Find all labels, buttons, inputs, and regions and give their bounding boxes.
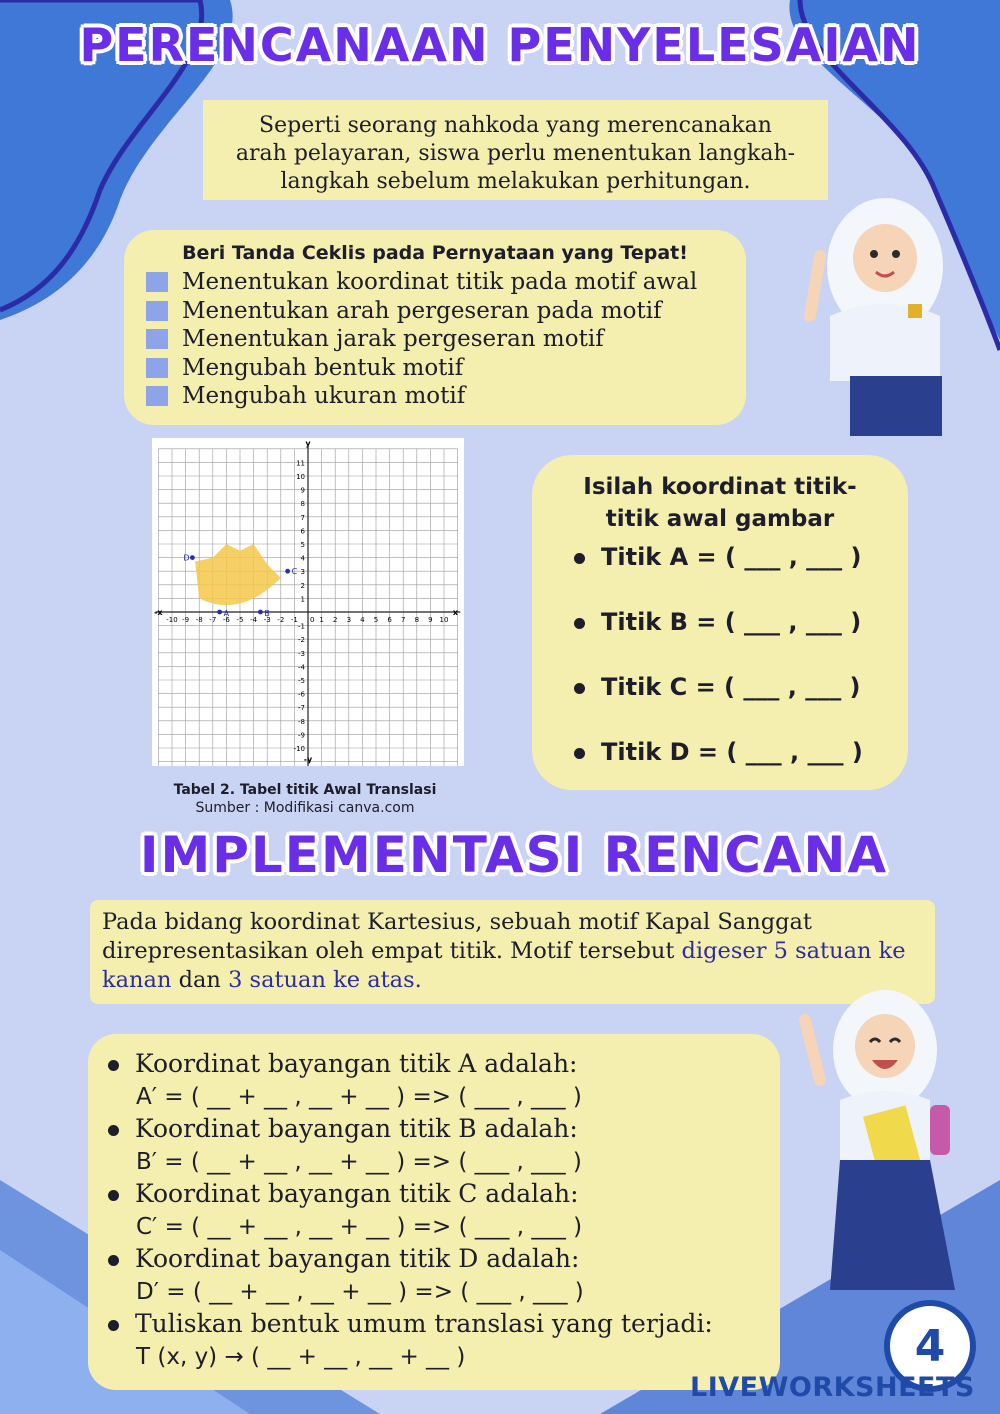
checklist-item[interactable] bbox=[124, 325, 746, 354]
coordinate-item-d[interactable] bbox=[574, 738, 863, 766]
bullet bbox=[108, 1320, 119, 1331]
x-tick-label: -3 bbox=[263, 616, 271, 624]
answer-question: Tuliskan bentuk umum translasi yang terjadi: bbox=[88, 1308, 780, 1341]
coordinates-title-line: Isilah koordinat titik- bbox=[583, 474, 857, 500]
coordinates-title-line: titik awal gambar bbox=[605, 506, 835, 532]
answer-question: Koordinat bayangan titik B adalah: bbox=[88, 1113, 780, 1146]
bullet bbox=[574, 748, 585, 759]
coordinate-graph bbox=[152, 438, 464, 766]
x-tick-label: 3 bbox=[346, 616, 352, 624]
student-illustration-pointing bbox=[790, 196, 960, 436]
y-tick-label: -8 bbox=[298, 717, 305, 726]
y-tick-label: 10 bbox=[296, 473, 305, 481]
y-tick-label: -5 bbox=[298, 677, 305, 685]
y-tick-label: -1 bbox=[298, 622, 305, 631]
x-tick-label: 4 bbox=[360, 616, 365, 624]
coordinate-text: Titik C = ( ___ , ___ ) bbox=[601, 673, 861, 701]
checklist-title: Beri Tanda Ceklis pada Pernyataan yang Tepat! bbox=[182, 242, 688, 264]
point-label: A bbox=[223, 609, 230, 618]
y-tick-label: 7 bbox=[300, 513, 305, 522]
answer-input-translation[interactable]: T (x, y) → ( __ + __ , __ + __ ) bbox=[136, 1343, 466, 1370]
checklist-item[interactable] bbox=[124, 354, 746, 383]
point-label: B bbox=[264, 609, 270, 618]
bullet bbox=[574, 618, 585, 629]
answer-question: Koordinat bayangan titik D adalah: bbox=[88, 1243, 780, 1276]
y-tick-label: 1 bbox=[300, 595, 305, 604]
y-neg-axis-label: -y bbox=[303, 755, 313, 764]
x-tick-label: -9 bbox=[182, 616, 190, 624]
y-tick-label: 3 bbox=[300, 568, 305, 577]
x-neg-axis-label: -x bbox=[154, 608, 163, 617]
y-tick-label: 2 bbox=[300, 581, 305, 590]
x-tick-label: -1 bbox=[290, 616, 298, 624]
bullet bbox=[108, 1125, 119, 1136]
y-tick-label: -4 bbox=[298, 663, 305, 672]
implementation-highlight: 3 satuan ke atas. bbox=[228, 967, 422, 993]
x-tick-label: 10 bbox=[439, 616, 449, 624]
point-a bbox=[217, 610, 222, 615]
x-tick-label: 1 bbox=[319, 616, 324, 624]
coordinate-text: Titik A = ( ___ , ___ ) bbox=[601, 543, 862, 571]
checklist-label: Mengubah ukuran motif bbox=[182, 383, 466, 409]
y-tick-label: 9 bbox=[300, 486, 305, 495]
y-tick-label: 11 bbox=[296, 459, 305, 468]
origin-label: 0 bbox=[310, 616, 315, 624]
x-tick-label: -6 bbox=[222, 616, 230, 624]
x-tick-label: -10 bbox=[166, 616, 178, 624]
intro-box bbox=[203, 100, 828, 200]
coordinates-title bbox=[532, 471, 908, 535]
y-tick-label: -3 bbox=[298, 649, 305, 658]
answer-input-a[interactable]: A′ = ( __ + __ , __ + __ ) => ( ___ , ___ ) bbox=[136, 1083, 582, 1110]
point-label: D bbox=[183, 553, 190, 563]
page-title: PERENCANAAN PENYELESAIAN bbox=[79, 18, 921, 72]
x-axis-label: x bbox=[452, 608, 458, 617]
intro-line: Seperti seorang nahkoda yang merencanakan bbox=[259, 113, 772, 138]
y-tick-label: -9 bbox=[298, 731, 305, 740]
answers-box bbox=[88, 1034, 780, 1390]
intro-line: langkah sebelum melakukan perhitungan. bbox=[280, 169, 751, 194]
checklist-label: Menentukan jarak pergeseran motif bbox=[182, 326, 604, 352]
answer-question: Koordinat bayangan titik A adalah: bbox=[88, 1048, 780, 1081]
point-label: C bbox=[291, 567, 298, 577]
implementation-title: IMPLEMENTASI RENCANA bbox=[139, 826, 889, 884]
student-illustration-waving bbox=[790, 990, 980, 1320]
y-tick-label: 4 bbox=[300, 554, 305, 563]
checkbox[interactable] bbox=[146, 272, 168, 292]
brand-logo[interactable]: LIVEWORKSHEETS bbox=[690, 1372, 975, 1403]
graph-caption: Tabel 2. Tabel titik Awal Translasi bbox=[173, 782, 437, 798]
checklist-item[interactable] bbox=[124, 268, 746, 297]
x-tick-label: 7 bbox=[400, 616, 406, 624]
y-axis-label: y bbox=[305, 439, 311, 448]
implementation-text: Pada bidang koordinat Kartesius, sebuah motif Kapal Sanggat direpresentasikan oleh empat titik. Motif tersebut bbox=[102, 909, 812, 964]
ship-motif bbox=[195, 544, 281, 605]
checkbox[interactable] bbox=[146, 386, 168, 406]
checklist-box bbox=[124, 230, 746, 425]
page-number: 4 bbox=[884, 1300, 976, 1392]
bullet bbox=[108, 1190, 119, 1201]
checklist-item[interactable] bbox=[124, 382, 746, 411]
x-tick-label: -5 bbox=[236, 616, 244, 624]
answer-question: Koordinat bayangan titik C adalah: bbox=[88, 1178, 780, 1211]
answer-input-d[interactable]: D′ = ( __ + __ , __ + __ ) => ( ___ , ___ ) bbox=[136, 1278, 584, 1305]
bullet bbox=[108, 1255, 119, 1266]
answer-input-b[interactable]: B′ = ( __ + __ , __ + __ ) => ( ___ , ___ ) bbox=[136, 1148, 582, 1175]
checklist-label: Mengubah bentuk motif bbox=[182, 354, 464, 381]
y-tick-label: 8 bbox=[300, 500, 305, 509]
x-tick-label: 2 bbox=[332, 616, 338, 624]
bullet bbox=[574, 553, 585, 564]
checkbox[interactable] bbox=[146, 329, 168, 349]
x-tick-label: 8 bbox=[414, 616, 420, 624]
graph-svg bbox=[152, 438, 464, 766]
coordinate-item-c[interactable] bbox=[574, 673, 861, 701]
x-tick-label: -8 bbox=[195, 616, 203, 624]
checklist-label: Menentukan koordinat titik pada motif awal bbox=[182, 269, 698, 295]
coordinate-text: Titik B = ( ___ , ___ ) bbox=[601, 608, 862, 636]
coordinate-text: Titik D = ( ___ , ___ ) bbox=[601, 738, 863, 766]
y-tick-label: -10 bbox=[293, 745, 305, 753]
checklist-item[interactable] bbox=[124, 297, 746, 326]
graph-source: Sumber : Modifikasi canva.com bbox=[195, 800, 415, 816]
coordinate-item-b[interactable] bbox=[574, 608, 861, 636]
checkbox[interactable] bbox=[146, 301, 168, 321]
implementation-text: dan bbox=[171, 967, 229, 993]
coordinate-item-a[interactable] bbox=[574, 543, 861, 571]
x-tick-label: -2 bbox=[277, 616, 285, 624]
y-tick-label: -6 bbox=[298, 690, 305, 699]
y-tick-label: -7 bbox=[298, 704, 305, 713]
checkbox[interactable] bbox=[146, 358, 168, 378]
x-tick-label: 6 bbox=[387, 616, 392, 624]
point-b bbox=[258, 610, 263, 615]
x-tick-label: -7 bbox=[209, 616, 217, 624]
x-tick-label: 9 bbox=[428, 616, 433, 624]
x-tick-label: -4 bbox=[250, 616, 258, 624]
answer-input-c[interactable]: C′ = ( __ + __ , __ + __ ) => ( ___ , ___ ) bbox=[136, 1213, 583, 1240]
checklist-label: Menentukan arah pergeseran pada motif bbox=[182, 297, 662, 324]
y-tick-label: -2 bbox=[298, 636, 305, 645]
point-d bbox=[190, 555, 195, 560]
bullet bbox=[574, 683, 585, 694]
x-tick-label: 5 bbox=[373, 616, 379, 624]
point-c bbox=[285, 569, 290, 574]
implementation-highlight: digeser 5 satuan ke kanan bbox=[102, 938, 906, 993]
bullet bbox=[108, 1060, 119, 1071]
implementation-text-box bbox=[90, 900, 935, 1004]
y-tick-label: 5 bbox=[300, 541, 305, 549]
intro-line: arah pelayaran, siswa perlu menentukan langkah- bbox=[235, 141, 796, 166]
coordinates-box bbox=[532, 455, 908, 790]
y-tick-label: 6 bbox=[300, 527, 305, 536]
